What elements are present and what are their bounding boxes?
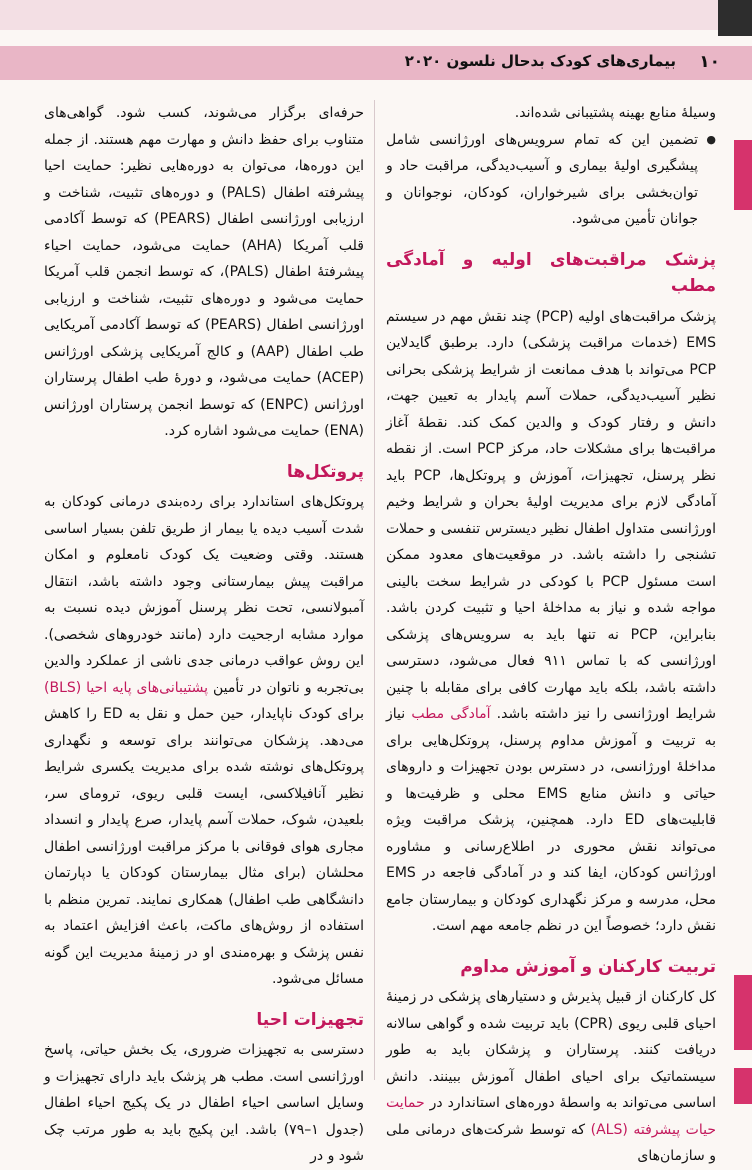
right-column bbox=[386, 100, 716, 1170]
side-tab bbox=[734, 140, 752, 210]
paragraph-text: کل کارکنان از قبیل پذیرش و دستیارهای پزشکی در زمینهٔ احیای قلبی ریوی (CPR) باید تربیت شده و گواهی سالانه دریافت کنند. پرستاران و پزشکان باید به طور سیستماتیک برای احیای اطفال آموزش ببینند. دانش اساسی می‌تواند به واسطهٔ دوره‌های استاندارد در bbox=[386, 989, 717, 1111]
side-tab bbox=[734, 1068, 752, 1104]
bullet-list bbox=[386, 127, 716, 233]
paragraph: حرفه‌ای برگزار می‌شوند، کسب شود. گواهی‌های متناوب برای حفظ دانش و مهارت مهم هستند. از جمله این دوره‌ها، می‌توان به دوره‌هایی نظیر: حمایت احیا پیشرفته اطفال (PALS) و دوره‌های تثبیت، شناخت و ارزیابی اورژانسی اطفال (PEARS) که توسط آکادمی قلب آمریکا (AHA) حمایت می‌شود، حمایت احیاء پیشرفتهٔ اطفال (PALS)، که توسط انجمن قلب آمریکا حمایت می‌شود و دوره‌های تثبیت، شناخت و ارزیابی اورژانسی اطفال (PEARS) که توسط آکادمی آمریکایی طب اطفال (AAP) و کالج آمریکایی پزشکی اورژانس (ACEP) حمایت می‌شود، و دورهٔ طب اطفال پرستاران اورژانس (ENPC) که توسط انجمن پرستاران اورژانس (ENA) حمایت می‌شود اشاره کرد. bbox=[44, 105, 365, 439]
side-tab bbox=[734, 975, 752, 1050]
page-number: ۱۰ bbox=[699, 52, 720, 72]
paragraph-text: پروتکل‌های استاندارد برای رده‌بندی درمانی کودکان به شدت آسیب دیده یا بیمار از طریق تلفن بسیار اساسی هستند. وقتی وضعیت یک کودک نامعلوم و امکان مراقبت پیش بیمارستانی وجود داشته باشد، انتقال آمبولانسی، تحت نظر پرسنل آموزش دیده نسبت به موارد مشابه ارجحیت دارد (مانند خودروهای شخصی). این روش عواقب درمانی جدی ناشی از عملکرد والدین بی‌تجربه و ناتوان در تأمین bbox=[44, 494, 365, 696]
highlight-term: پشتیبانی‌های پایه احیا (BLS) bbox=[44, 679, 209, 696]
paragraph-text: نیاز به تربیت و آموزش مداوم پرسنل، پروتکل‌هایی برای مداخلهٔ اورژانسی، در دسترس بودن تجهیزات و داروهای حیاتی و دانش منابع EMS محلی و ظرفیت‌ها و قابلیت‌های ED دارد. همچنین، پزشک مراقبت ویژه می‌تواند نقش محوری در اطلاع‌رسانی و مشاوره اورژانس کودکان، ایفا کند و در آمادگی فاجعه در EMS محل، مدرسه و مرکز نگهداری کودکان و بیمارستان جامع نقش دارد؛ خصوصاً این در نظم جامعه مهم است. bbox=[386, 706, 717, 934]
left-column bbox=[44, 100, 364, 1170]
section-heading-pcp: پزشک مراقبت‌های اولیه و آمادگی مطب bbox=[386, 249, 716, 296]
section-heading-training: تربیت کارکنان و آموزش مداوم bbox=[460, 956, 716, 977]
paragraph bbox=[44, 489, 364, 993]
paragraph bbox=[386, 984, 716, 1170]
corner-block bbox=[718, 0, 752, 36]
top-decorative-strip bbox=[0, 0, 752, 30]
section-heading-protocols: پروتکل‌ها bbox=[286, 461, 364, 482]
paragraph-text: پزشک مراقبت‌های اولیه (PCP) چند نقش مهم در سیستم EMS (خدمات مراقبت پزشکی) دارد. برطبق گایدلاین PCP می‌تواند با هدف ممانعت از شرایط پزشکی بحرانی نظیر آسیب‌دیدگی، حملات آسم پایدار به تعیین جهت، دانش و رفتار کودک و والدین کمک کند. نقطهٔ آغاز مراقبت‌ها برای مشکلات حاد، مرکز PCP است. از نقطه نظر پرسنل، تجهیزات، آموزش و پروتکل‌ها، PCP باید آمادگی لازم برای مدیریت اولیهٔ بحران و شرایط وخیم اورژانسی متداول اطفال نظیر دیسترس تنفسی و حملات تشنجی را داشته باشد. در موقعیت‌های معدود ممکن است مسئول PCP با کودکی در شرایط سخت بالینی مواجه شده و نیاز به مداخلهٔ احیا و تثبیت کردن باشد. بنابراین، PCP نه تنها باید به سرویس‌های پزشکی اورژانسی که با تماس ۹۱۱ فعال می‌شود، دسترسی داشته باشد، بلکه باید مهارت کافی برای مقابله با چنین شرایط اورژانسی را نیز داشته باشد. bbox=[386, 308, 717, 722]
running-title: بیماری‌های کودک بدحال نلسون ۲۰۲۰ bbox=[404, 52, 676, 70]
column-divider bbox=[374, 100, 375, 1080]
highlight-term: حمایت حیات پیشرفته (ALS) bbox=[386, 1095, 716, 1138]
section-heading-equipment: تجهیزات احیا bbox=[256, 1009, 364, 1030]
highlight-term: آمادگی مطب bbox=[411, 706, 491, 722]
paragraph-text: که توسط شرکت‌های درمانی ملی و سازمان‌های bbox=[386, 1121, 716, 1164]
bullet-item: ● تضمین این که تمام سرویس‌های اورژانسی شامل پیشگیری اولیهٔ بیماری و آسیب‌دیدگی، مراقبت حاد و توان‌بخشی برای شیرخواران، کودکان، نوجوانان و جوانان تأمین می‌شود. bbox=[386, 127, 716, 233]
intro-line: وسیلهٔ منابع بهینه پشتیبانی شده‌اند. bbox=[514, 105, 716, 121]
paragraph-text: برای کودک ناپایدار، حین حمل و نقل به ED را کاهش می‌دهد. پزشکان می‌توانند برای توسعه و نگهداری پروتکل‌های نوشته شده برای مدیریت یکسری شرایط نظیر آنافیلاکسی، ایست قلبی ریوی، ترومای سر، بلعیدن، شوک، حملات آسم پایدار، صرع پایدار و انسداد مجاری هوای فوقانی با مرکز مراقبت اورژانسی اطفال محلشان (برای مثال بیمارستان کودکان یا دپارتمان دانشگاهی طب اطفال) همکاری نمایند. تمرین منظم با استفاده از روش‌های ماکت، باعث افزایش اعتماد به نفس پزشک و بهره‌مندی او در زمینهٔ مدیریت این گونه مسائل می‌شود. bbox=[44, 706, 364, 987]
paragraph bbox=[386, 304, 716, 940]
paragraph: دسترسی به تجهیزات ضروری، یک بخش حیاتی، پاسخ اورژانسی است. مطب هر پزشک باید دارای تجهیزات و وسایل اساسی احیاء اطفال در یک پکیج احیاء اطفال (جدول ۱–۷۹) باشد. این پکیج باید به طور مرتب چک شود و در bbox=[44, 1042, 364, 1164]
